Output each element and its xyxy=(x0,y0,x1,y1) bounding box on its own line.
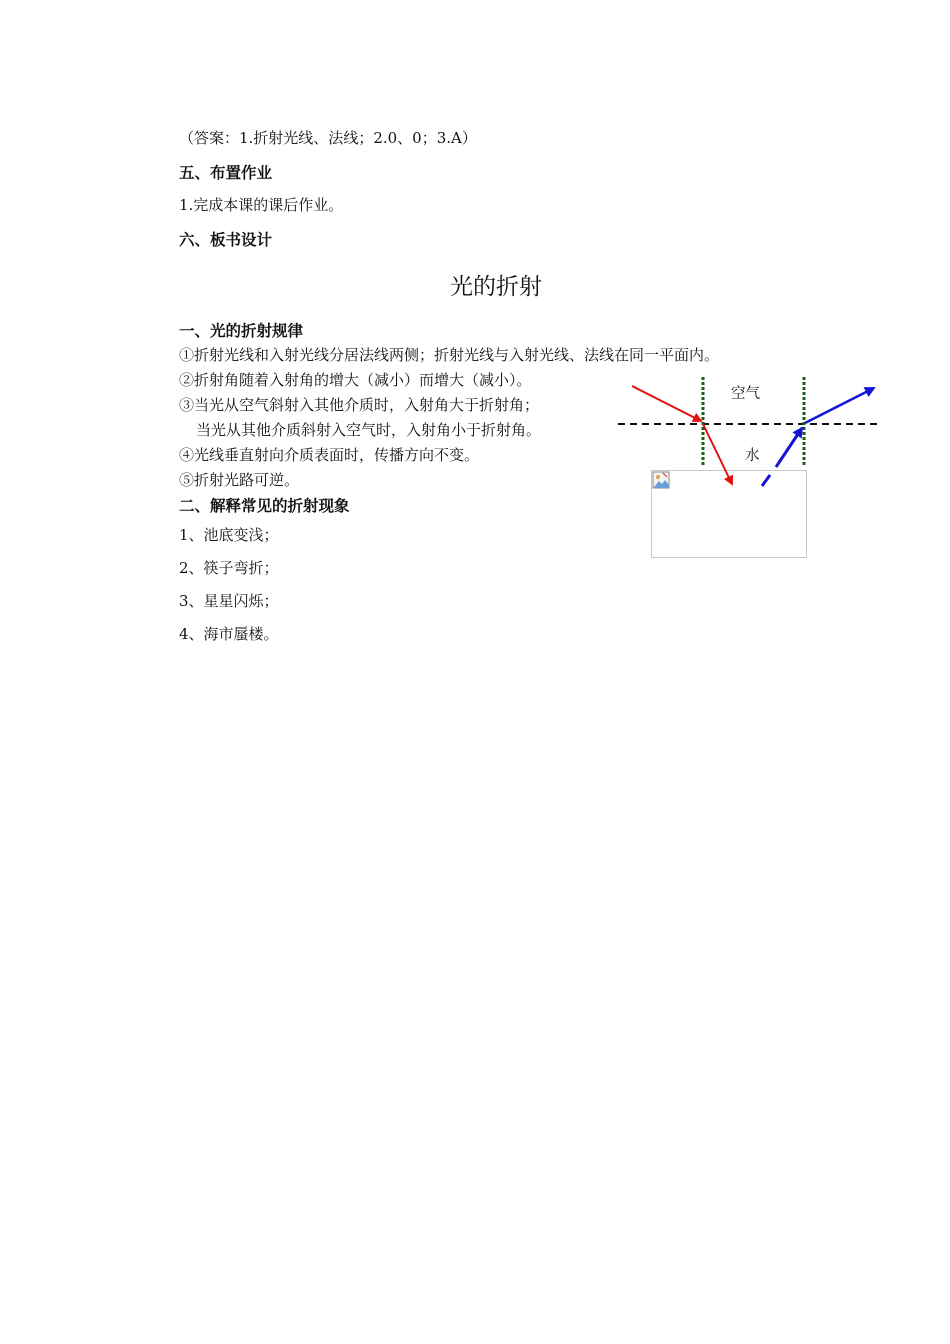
refracted-ray-blue xyxy=(805,388,874,423)
refraction-diagram xyxy=(612,372,882,562)
section6-heading: 六、板书设计 xyxy=(179,231,273,249)
rule-1: ①折射光线和入射光线分居法线两侧；折射光线与入射光线、法线在同一平面内。 xyxy=(179,346,720,364)
rule-4: ④光线垂直射向介质表面时，传播方向不变。 xyxy=(179,446,480,464)
incident-ray-red xyxy=(632,386,701,421)
rule-2: ②折射角随着入射角的增大（减小）而增大（减小）。 xyxy=(179,371,532,389)
incident-ray-blue-upper xyxy=(776,428,802,467)
refraction-rules-heading: 一、光的折射规律 xyxy=(179,322,304,340)
air-label: 空气 xyxy=(731,386,760,402)
section5-heading: 五、布置作业 xyxy=(179,164,273,182)
refracted-ray-red xyxy=(703,424,732,484)
board-title: 光的折射 xyxy=(450,274,542,300)
rule-3a: ③当光从空气斜射入其他介质时，入射角大于折射角； xyxy=(179,396,540,414)
phenomena-heading: 二、解释常见的折射现象 xyxy=(179,497,350,515)
homework-item: 1.完成本课的课后作业。 xyxy=(179,196,344,214)
phenomenon-2: 2、筷子弯折； xyxy=(179,559,279,577)
water-label: 水 xyxy=(745,448,760,464)
rule-3b: 当光从其他介质斜射入空气时，入射角小于折射角。 xyxy=(196,421,542,439)
answer-note: （答案：1.折射光线、法线；2.0、0；3.A） xyxy=(179,129,477,147)
phenomenon-3: 3、星星闪烁； xyxy=(179,592,279,610)
phenomenon-1: 1、池底变浅； xyxy=(179,526,279,544)
rule-5: ⑤折射光路可逆。 xyxy=(179,471,300,489)
incident-ray-blue xyxy=(762,475,770,486)
phenomenon-4: 4、海市蜃楼。 xyxy=(179,625,279,643)
